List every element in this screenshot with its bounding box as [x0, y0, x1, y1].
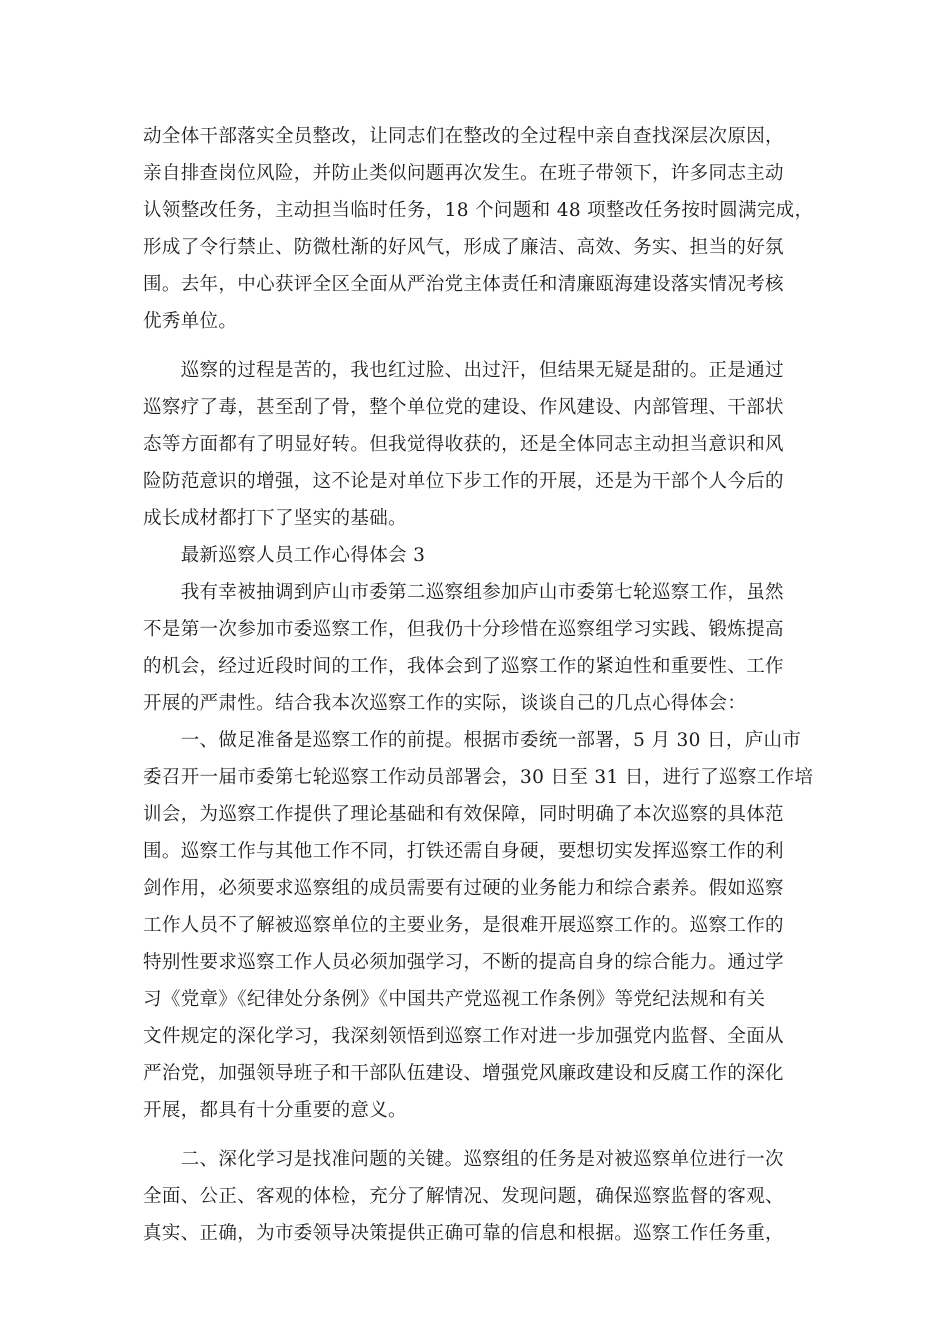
text-line: 优秀单位。 — [143, 311, 238, 332]
text-line: 开展的严肃性。结合我本次巡察工作的实际，谈谈自己的几点心得体会： — [143, 693, 747, 714]
text-line: 真实、正确，为市委领导决策提供正确可靠的信息和根据。巡察工作任务重， — [143, 1223, 784, 1244]
text-line: 文件规定的深化学习，我深刻领悟到巡察工作对进一步加强党内监督、全面从 — [143, 1026, 784, 1047]
document-body — [143, 118, 814, 1252]
text-line: 工作人员不了解被巡察单位的主要业务，是很难开展巡察工作的。巡察工作的 — [143, 915, 784, 936]
text-line: 全面、公正、客观的体检，充分了解情况、发现问题，确保巡察监督的客观、 — [143, 1186, 784, 1207]
text-line: 动全体干部落实全员整改，让同志们在整改的全过程中亲自查找深层次原因， — [143, 126, 784, 147]
text-line: 险防范意识的增强，这不论是对单位下步工作的开展，还是为干部个人今后的 — [143, 471, 784, 492]
text-line: 的机会，经过近段时间的工作，我体会到了巡察工作的紧迫性和重要性、工作 — [143, 656, 784, 677]
text-line: 我有幸被抽调到庐山市委第二巡察组参加庐山市委第七轮巡察工作，虽然 — [143, 582, 784, 603]
text-line: 委召开一届市委第七轮巡察工作动员部署会，30 日至 31 日，进行了巡察工作培 — [143, 767, 814, 788]
text-line: 巡察疗了毒，甚至刮了骨，整个单位党的建设、作风建设、内部管理、干部状 — [143, 397, 784, 418]
text-line: 巡察的过程是苦的，我也红过脸、出过汗，但结果无疑是甜的。正是通过 — [143, 360, 784, 381]
text-line: 开展，都具有十分重要的意义。 — [143, 1100, 407, 1121]
paragraph-4 — [143, 1141, 803, 1252]
text-line: 围。巡察工作与其他工作不同，打铁还需自身硬，要想切实发挥巡察工作的利 — [143, 841, 784, 862]
text-line: 一、做足准备是巡察工作的前提。根据市委统一部署，5 月 30 日，庐山市 — [143, 730, 802, 751]
text-line: 成长成材都打下了坚实的基础。 — [143, 508, 407, 529]
section-heading: 最新巡察人员工作心得体会 3 — [143, 545, 426, 566]
text-line: 形成了令行禁止、防微杜渐的好风气，形成了廉洁、高效、务实、担当的好氛 — [143, 237, 784, 258]
paragraph-gap — [143, 340, 803, 352]
text-line: 围。去年，中心获评全区全面从严治党主体责任和清廉瓯海建设落实情况考核 — [143, 274, 784, 295]
text-line: 态等方面都有了明显好转。但我觉得收获的，还是全体同志主动担当意识和风 — [143, 434, 784, 455]
paragraph-gap — [143, 1129, 803, 1141]
text-line: 习《党章》《纪律处分条例》《中国共产党巡视工作条例》等党纪法规和有关 — [143, 989, 766, 1010]
text-line: 二、深化学习是找准问题的关键。巡察组的任务是对被巡察单位进行一次 — [143, 1149, 784, 1170]
paragraph-2 — [143, 352, 803, 537]
text-line: 剑作用，必须要求巡察组的成员需要有过硬的业务能力和综合素养。假如巡察 — [143, 878, 784, 899]
text-line: 训会，为巡察工作提供了理论基础和有效保障，同时明确了本次巡察的具体范 — [143, 804, 784, 825]
text-line: 亲自排查岗位风险，并防止类似问题再次发生。在班子带领下，许多同志主动 — [143, 163, 784, 184]
text-line: 严治党，加强领导班子和干部队伍建设、增强党风廉政建设和反腐工作的深化 — [143, 1063, 784, 1084]
text-line: 特别性要求巡察工作人员必须加强学习，不断的提高自身的综合能力。通过学 — [143, 952, 784, 973]
paragraph-1 — [143, 118, 814, 340]
text-line: 认领整改任务，主动担当临时任务，18 个问题和 48 项整改任务按时圆满完成， — [143, 200, 814, 221]
paragraph-3 — [143, 537, 814, 1129]
text-line: 不是第一次参加市委巡察工作，但我仍十分珍惜在巡察组学习实践、锻炼提高 — [143, 619, 784, 640]
